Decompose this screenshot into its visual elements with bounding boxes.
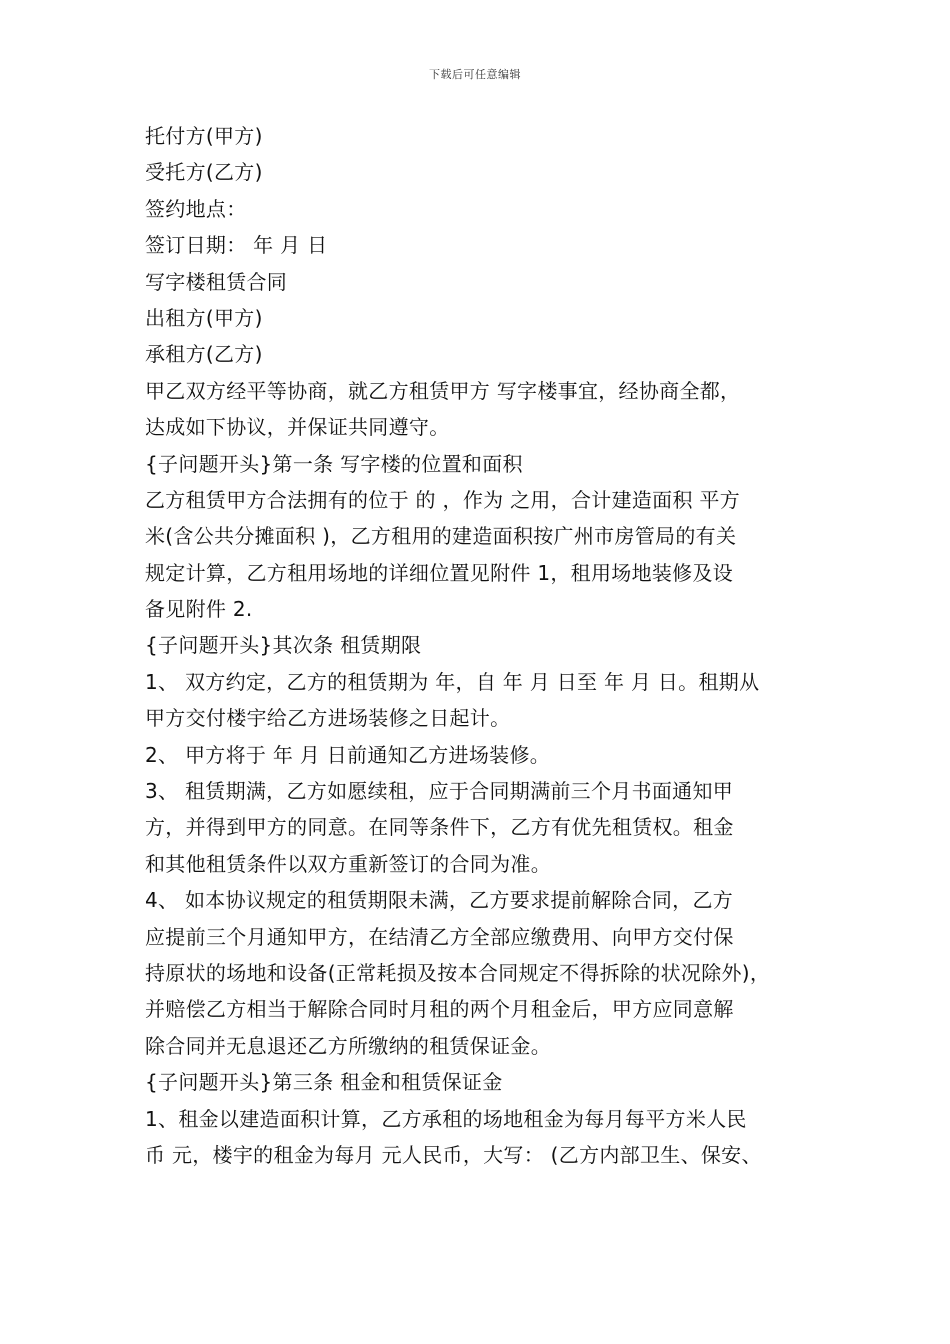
clause-line: 2、 甲方将于 年 月 日前通知乙方进场装修。 xyxy=(145,742,551,767)
clause-line: 应提前三个月通知甲方，在结清乙方全部应缴费用、向甲方交付保 xyxy=(145,924,734,949)
paragraph-line: 米(含公共分摊面积 )，乙方租用的建造面积按广州市房管局的有关 xyxy=(145,524,737,549)
clause-line: 3、 租赁期满，乙方如愿续租，应于合同期满前三个月书面通知甲 xyxy=(145,779,734,804)
clause-line: 4、 如本协议规定的租赁期限未满，乙方要求提前解除合同，乙方 xyxy=(145,888,734,913)
page-header: 下载后可任意编辑 xyxy=(429,68,521,81)
contract-title: 写字楼租赁合同 xyxy=(145,269,288,294)
section-heading: {子问题开头}第三条 租金和租赁保证金 xyxy=(145,1070,503,1095)
paragraph-line: 规定计算，乙方租用场地的详细位置见附件 1，租用场地装修及设 xyxy=(145,560,734,585)
party-a-line: 托付方(甲方) xyxy=(145,124,263,148)
signing-place-line: 签约地点： xyxy=(145,196,247,221)
clause-line: 1、 双方约定，乙方的租赁期为 年，自 年 月 日至 年 月 日。租期从 xyxy=(145,669,760,694)
section-heading: {子问题开头}第一条 写字楼的位置和面积 xyxy=(145,451,523,476)
clause-line: 币 元，楼宇的租金为每月 元人民币，大写： (乙方内部卫生、保安、 xyxy=(145,1142,762,1167)
signing-date-line: 签订日期： 年 月 日 xyxy=(145,233,328,258)
lessor-line: 出租方(甲方) xyxy=(145,305,263,330)
clause-line: 1、租金以建造面积计算，乙方承租的场地租金为每月每平方米人民 xyxy=(145,1106,747,1131)
paragraph-line: 乙方租赁甲方合法拥有的位于 的 ，作为 之用，合计建造面积 平方 xyxy=(145,487,741,512)
lessee-line: 承租方(乙方) xyxy=(145,342,263,367)
paragraph-line: 备见附件 2. xyxy=(145,597,253,622)
paragraph-line: 达成如下协议，并保证共同遵守。 xyxy=(145,415,450,440)
paragraph-line: 甲乙双方经平等协商，就乙方租赁甲方 写字楼事宜，经协商全都， xyxy=(145,378,741,403)
clause-line: 除合同并无息退还乙方所缴纳的租赁保证金。 xyxy=(145,1033,551,1058)
clause-line: 持原状的场地和设备(正常耗损及按本合同规定不得拆除的状况除外)， xyxy=(145,960,771,985)
clause-line: 并赔偿乙方相当于解除合同时月租的两个月租金后，甲方应同意解 xyxy=(145,997,734,1022)
party-b-line: 受托方(乙方) xyxy=(145,160,263,185)
section-heading: {子问题开头}其次条 租赁期限 xyxy=(145,633,422,658)
clause-line: 方，并得到甲方的同意。在同等条件下，乙方有优先租赁权。租金 xyxy=(145,815,734,840)
document-body xyxy=(145,118,825,1173)
clause-line: 和其他租赁条件以双方重新签订的合同为准。 xyxy=(145,851,551,876)
clause-line: 甲方交付楼宇给乙方进场装修之日起计。 xyxy=(145,706,511,731)
